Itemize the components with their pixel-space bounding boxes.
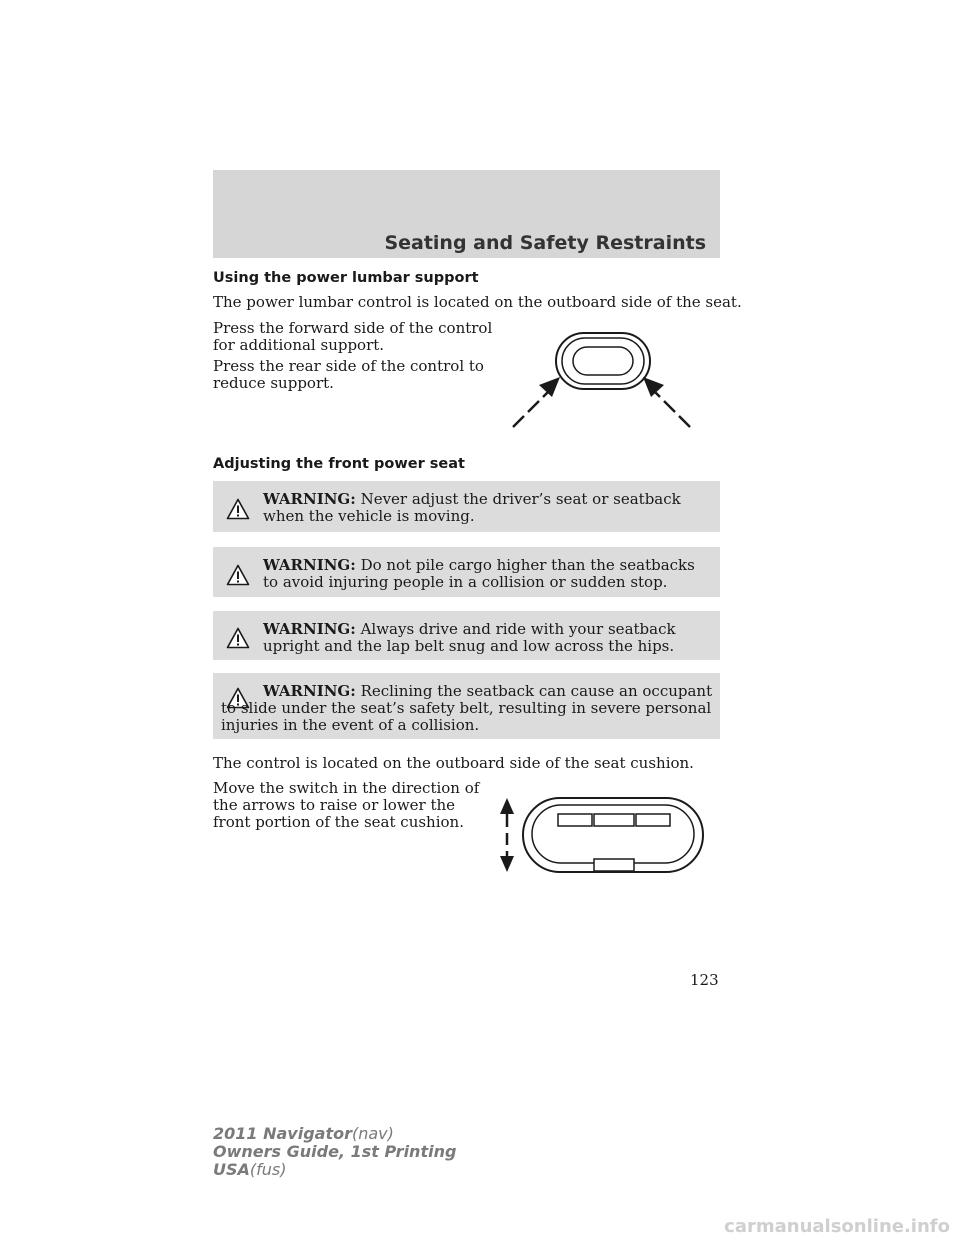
- seat-switch-line-2: the arrows to raise or lower the: [213, 796, 456, 814]
- warning-triangle-icon: [226, 564, 250, 586]
- seat-switch-line-3: front portion of the seat cushion.: [213, 813, 464, 831]
- warning-label: WARNING:: [263, 556, 356, 574]
- warning-label: WARNING:: [263, 682, 356, 700]
- warning-triangle-icon: [226, 627, 250, 649]
- footer-guide: Owners Guide, 1st Printing: [213, 1142, 457, 1161]
- warning-triangle-icon: [226, 498, 250, 520]
- document-footer: [213, 1125, 456, 1179]
- footer-line-3: [213, 1161, 456, 1179]
- warning-text: [221, 683, 714, 734]
- seat-control-location: The control is located on the outboard side of the seat cushion.: [213, 754, 694, 772]
- warning-text: [263, 557, 714, 591]
- lumbar-rear-instruction: [213, 358, 484, 392]
- seat-switch-line-1: Move the switch in the direction of: [213, 779, 480, 797]
- footer-line-1: [213, 1125, 456, 1143]
- lumbar-rear-line-1: Press the rear side of the control to: [213, 357, 484, 375]
- warning-box: [213, 611, 720, 660]
- warning-body: Do not pile cargo higher than the seatbacks to avoid injuring people in a collision or sudden stop.: [263, 556, 695, 591]
- warning-body: Reclining the seatback can cause an occupant to slide under the seat’s safety belt, resulting in severe personal injuries in the event of a collision.: [221, 682, 713, 734]
- lumbar-forward-instruction: [213, 320, 492, 354]
- warning-body: Always drive and ride with your seatback upright and the lap belt snug and low across the hips.: [263, 620, 676, 655]
- lumbar-forward-line-2: for additional support.: [213, 336, 385, 354]
- lumbar-rear-line-2: reduce support.: [213, 374, 334, 392]
- page-number: 123: [690, 971, 719, 989]
- warning-label: WARNING:: [263, 620, 356, 638]
- warning-box: [213, 481, 720, 532]
- footer-line-2: [213, 1143, 456, 1161]
- watermark: carmanualsonline.info: [724, 1216, 950, 1237]
- warning-box: [213, 547, 720, 597]
- warning-text: [263, 491, 714, 525]
- warning-box: [213, 673, 720, 739]
- lumbar-control-illustration: [505, 325, 700, 435]
- section-title: Seating and Safety Restraints: [384, 232, 706, 254]
- footer-market: USA: [213, 1160, 250, 1179]
- footer-market-code: (fus): [249, 1160, 287, 1179]
- warning-label: WARNING:: [263, 490, 356, 508]
- lumbar-heading: Using the power lumbar support: [213, 270, 479, 286]
- warning-text: [263, 621, 714, 655]
- lumbar-intro: The power lumbar control is located on the outboard side of the seat.: [213, 293, 742, 311]
- power-seat-heading: Adjusting the front power seat: [213, 456, 465, 472]
- footer-model: 2011 Navigator: [213, 1124, 352, 1143]
- seat-switch-illustration: [490, 795, 705, 875]
- footer-model-code: (nav): [351, 1124, 394, 1143]
- warning-body: Never adjust the driver’s seat or seatback when the vehicle is moving.: [263, 490, 681, 525]
- lumbar-forward-line-1: Press the forward side of the control: [213, 319, 493, 337]
- seat-switch-instruction: [213, 780, 479, 831]
- section-header-band: [213, 170, 720, 258]
